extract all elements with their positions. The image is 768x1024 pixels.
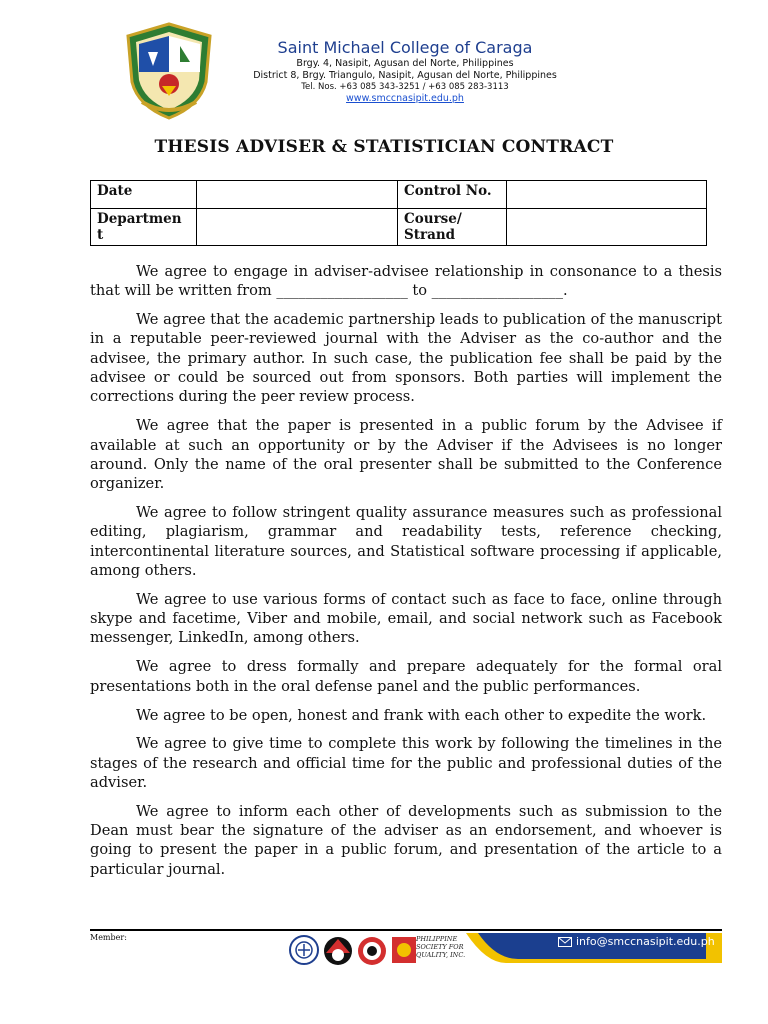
- mail-icon: [558, 937, 572, 947]
- course-label-line-1: Course/: [404, 211, 462, 227]
- contract-info-table: [90, 180, 707, 246]
- clause-paragraph: We agree to use various forms of contact such as face to face, online through skype and facetime, Viber and mobile, email, and social network such as Facebook messenger, LinkedIn, among others.: [90, 590, 722, 647]
- clause-paragraph: We agree to give time to complete this work by following the timelines in the stages of the research and official time for the public and professional duties of the adviser.: [90, 735, 722, 791]
- accreditation-logo-2: [358, 937, 386, 965]
- clause-paragraph: We agree that the academic partnership leads to publication of the manuscript in a reputable peer-reviewed journal with the Adviser as the co-author and the advisee, the primary author. In such case, the publication fee shall be paid by the advisee or could be sourced out from sponsors. Both parties will implement the corrections during the peer review process.: [90, 311, 722, 406]
- clause-paragraph: We agree that the paper is presented in a public forum by the Advisee if available at such an opportunity or by the Adviser if the Advisees is no longer around. Only the name of the oral presenter shall be submitted to the Conference organizer.: [90, 417, 722, 493]
- psq-line-2: SOCIETY FOR: [416, 943, 464, 951]
- address-line-2: District 8, Brgy. Triangulo, Nasipit, Agusan del Norte, Philippines: [253, 70, 557, 81]
- seal-logo-1: [290, 936, 318, 964]
- department-label: [91, 209, 197, 246]
- letterhead: [0, 18, 768, 118]
- member-label: Member:: [90, 933, 127, 942]
- department-label-line-2: t: [97, 227, 104, 243]
- psq-caption: [416, 935, 465, 959]
- course-strand-field[interactable]: [507, 209, 707, 246]
- psq-logo: [392, 937, 416, 963]
- contract-body: [90, 262, 722, 889]
- clause-paragraph: We agree to dress formally and prepare adequately for the formal oral presentations both in the oral defense panel and the public performances.: [90, 658, 722, 695]
- date-field[interactable]: [197, 181, 398, 209]
- clause-paragraph: We agree to inform each other of developments such as submission to the Dean must bear the signature of the adviser as an endorsement, and whoever is going to present the paper in a public forum, and presentation of the article to a particular journal.: [90, 802, 722, 878]
- website-link[interactable]: www.smccnasipit.edu.ph: [346, 93, 464, 104]
- clause-paragraph: We agree to be open, honest and frank with each other to expedite the work.: [136, 706, 707, 724]
- clause-paragraph: We agree to engage in adviser-advisee relationship in consonance to a thesis that will be written from __________________ to __________________.: [90, 263, 722, 300]
- contact-email[interactable]: info@smccnasipit.edu.ph: [576, 935, 715, 948]
- department-label-line-1: Departmen: [97, 211, 182, 227]
- document-title: THESIS ADVISER & STATISTICIAN CONTRACT: [154, 137, 614, 157]
- college-name: Saint Michael College of Caraga: [277, 38, 533, 57]
- course-strand-label: [398, 209, 507, 246]
- college-seal-logo: [122, 22, 216, 120]
- accreditation-logo-1: [324, 937, 352, 965]
- clause-paragraph: We agree to follow stringent quality assurance measures such as professional editing, plagiarism, grammar and readability tests, reference checking, intercontinental literature sources, and Statistical software processing if applicable, among others.: [90, 504, 722, 579]
- address-line-1: Brgy. 4, Nasipit, Agusan del Norte, Philippines: [296, 58, 514, 69]
- control-no-field[interactable]: [507, 181, 707, 209]
- psq-line-1: PHILIPPINE: [416, 935, 458, 943]
- psq-line-3: QUALITY, INC.: [416, 951, 466, 959]
- telephone-numbers: Tel. Nos. +63 085 343-3251 / +63 085 283-3113: [301, 82, 509, 92]
- control-no-label: Control No.: [398, 181, 507, 209]
- footer-divider: [90, 929, 722, 931]
- department-field[interactable]: [197, 209, 398, 246]
- date-label: Date: [91, 181, 197, 209]
- course-label-line-2: Strand: [404, 227, 456, 243]
